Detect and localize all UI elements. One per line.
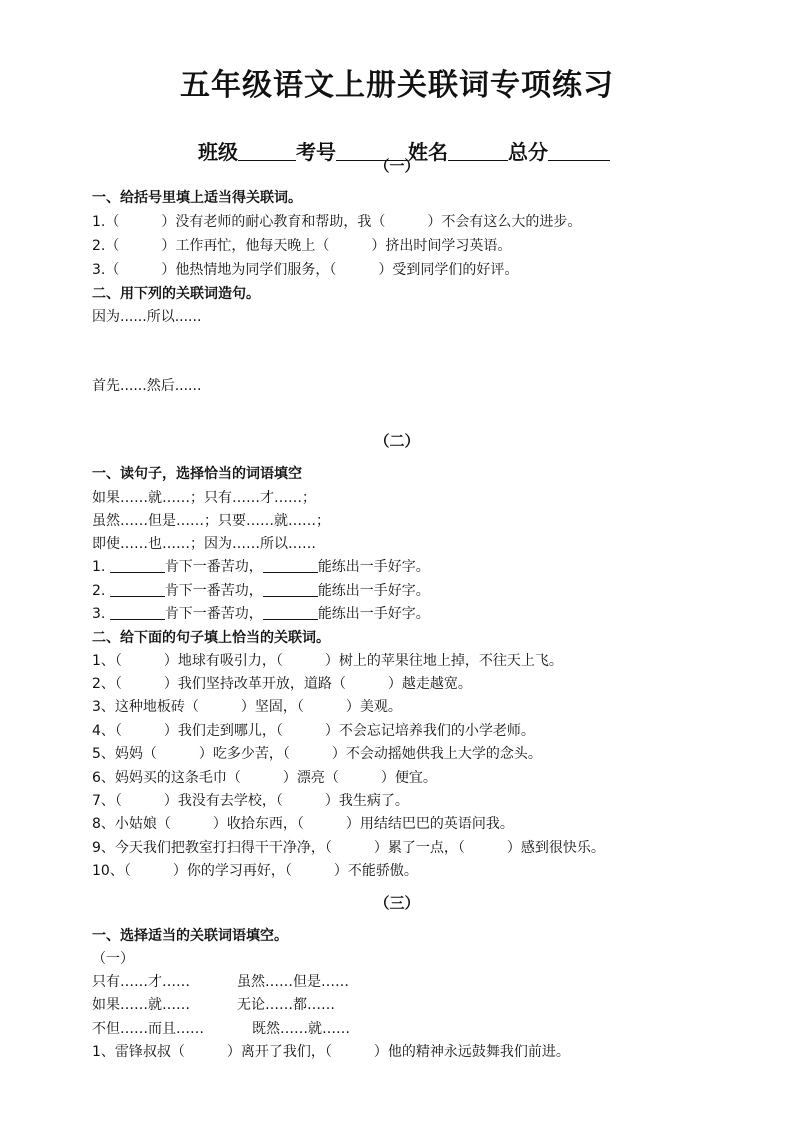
fill-blank[interactable] [263, 605, 318, 620]
name-label: 姓名 [407, 140, 448, 164]
s2-q2-title: 二、给下面的句子填上恰当的关联词。 [92, 630, 330, 646]
s2-q2-item-10: 10、（ ）你的学习再好，（ ）不能骄傲。 [92, 863, 418, 879]
s2-fill-item-1 [92, 556, 430, 576]
s1-q1-item-3: 3.（ ）他热情地为同学们服务，（ ）受到同学们的好评。 [92, 262, 519, 278]
fill-text: 肯下一番苦功， [164, 559, 263, 575]
fill-text: 能练出一手好字。 [317, 583, 430, 599]
score-label: 总分 [507, 140, 548, 164]
s3-word-right-2: 无论……都…… [237, 997, 335, 1013]
item-number: 3. [92, 606, 106, 622]
s1-q1-item-2: 2.（ ）工作再忙，他每天晚上（ ）挤出时间学习英语。 [92, 238, 512, 254]
fill-blank[interactable] [110, 582, 165, 597]
s2-q2-item-1: 1、（ ）地球有吸引力，（ ）树上的苹果往地上掉，不往天上飞。 [92, 653, 563, 669]
fill-text: 肯下一番苦功， [164, 583, 263, 599]
fill-blank[interactable] [263, 558, 318, 573]
fill-blank[interactable] [110, 558, 165, 573]
s2-fill-item-3 [92, 603, 430, 623]
page-title: 五年级语文上册关联词专项练习 [180, 68, 614, 103]
s3-word-right-1: 虽然……但是…… [237, 974, 349, 990]
s1-q2-title: 二、用下列的关联词造句。 [92, 286, 260, 302]
s1-q1-title: 一、给括号里填上适当得关联词。 [92, 190, 302, 206]
s2-words-3: 即使……也……；因为……所以…… [92, 536, 316, 552]
fill-text: 能练出一手好字。 [317, 559, 430, 575]
section-2-header: （二） [374, 432, 420, 450]
fill-blank[interactable] [110, 605, 165, 620]
s1-q1-item-1: 1.（ ）没有老师的耐心教育和帮助，我（ ）不会有这么大的进步。 [92, 214, 582, 230]
s2-q2-item-4: 4、（ ）我们走到哪儿，（ ）不会忘记培养我们的小学老师。 [92, 723, 535, 739]
s2-words-1: 如果……就……；只有……才……； [92, 490, 316, 506]
s3-word-left-2: 如果……就…… [92, 997, 190, 1013]
s3-word-left-1: 只有……才…… [92, 974, 190, 990]
s2-q2-item-5: 5、妈妈（ ）吃多少苦，（ ）不会动摇她供我上大学的念头。 [92, 746, 542, 762]
fill-text: 肯下一番苦功， [164, 606, 263, 622]
exam-no-label: 考号 [295, 140, 336, 164]
fill-blank[interactable] [263, 582, 318, 597]
s3-word-right-3: 既然……就…… [252, 1021, 350, 1037]
s2-q2-item-2: 2、（ ）我们坚持改革开放，道路（ ）越走越宽。 [92, 676, 472, 692]
s3-item-1: 1、雷锋叔叔（ ）离开了我们，（ ）他的精神永远鼓舞我们前进。 [92, 1044, 570, 1060]
s3-subheader: （一） [92, 951, 134, 967]
s2-q1-title: 一、读句子，选择恰当的词语填空 [92, 466, 302, 482]
s3-word-left-3: 不但……而且…… [92, 1021, 204, 1037]
s2-fill-item-2 [92, 580, 430, 600]
item-number: 1. [92, 559, 106, 575]
s1-q2-item-2: 首先......然后...... [92, 378, 202, 394]
s3-q1-title: 一、选择适当的关联词语填空。 [92, 928, 288, 944]
s2-q2-item-3: 3、这种地板砖（ ）坚固，（ ）美观。 [92, 699, 402, 715]
s2-q2-item-8: 8、小姑娘（ ）收拾东西，（ ）用结结巴巴的英语问我。 [92, 816, 514, 832]
section-1-header: （一） [374, 157, 420, 175]
s2-q2-item-6: 6、妈妈买的这条毛巾（ ）漂亮（ ）便宜。 [92, 770, 437, 786]
s1-q2-item-1: 因为......所以...... [92, 309, 202, 325]
section-3-header: （三） [374, 894, 420, 912]
s2-words-2: 虽然……但是……；只要……就……； [92, 513, 330, 529]
s2-q2-item-9: 9、今天我们把教室打扫得干干净净，（ ）累了一点，（ ）感到很快乐。 [92, 840, 605, 856]
class-label: 班级 [197, 140, 238, 164]
fill-text: 能练出一手好字。 [317, 606, 430, 622]
item-number: 2. [92, 583, 106, 599]
s2-q2-item-7: 7、（ ）我没有去学校，（ ）我生病了。 [92, 793, 409, 809]
